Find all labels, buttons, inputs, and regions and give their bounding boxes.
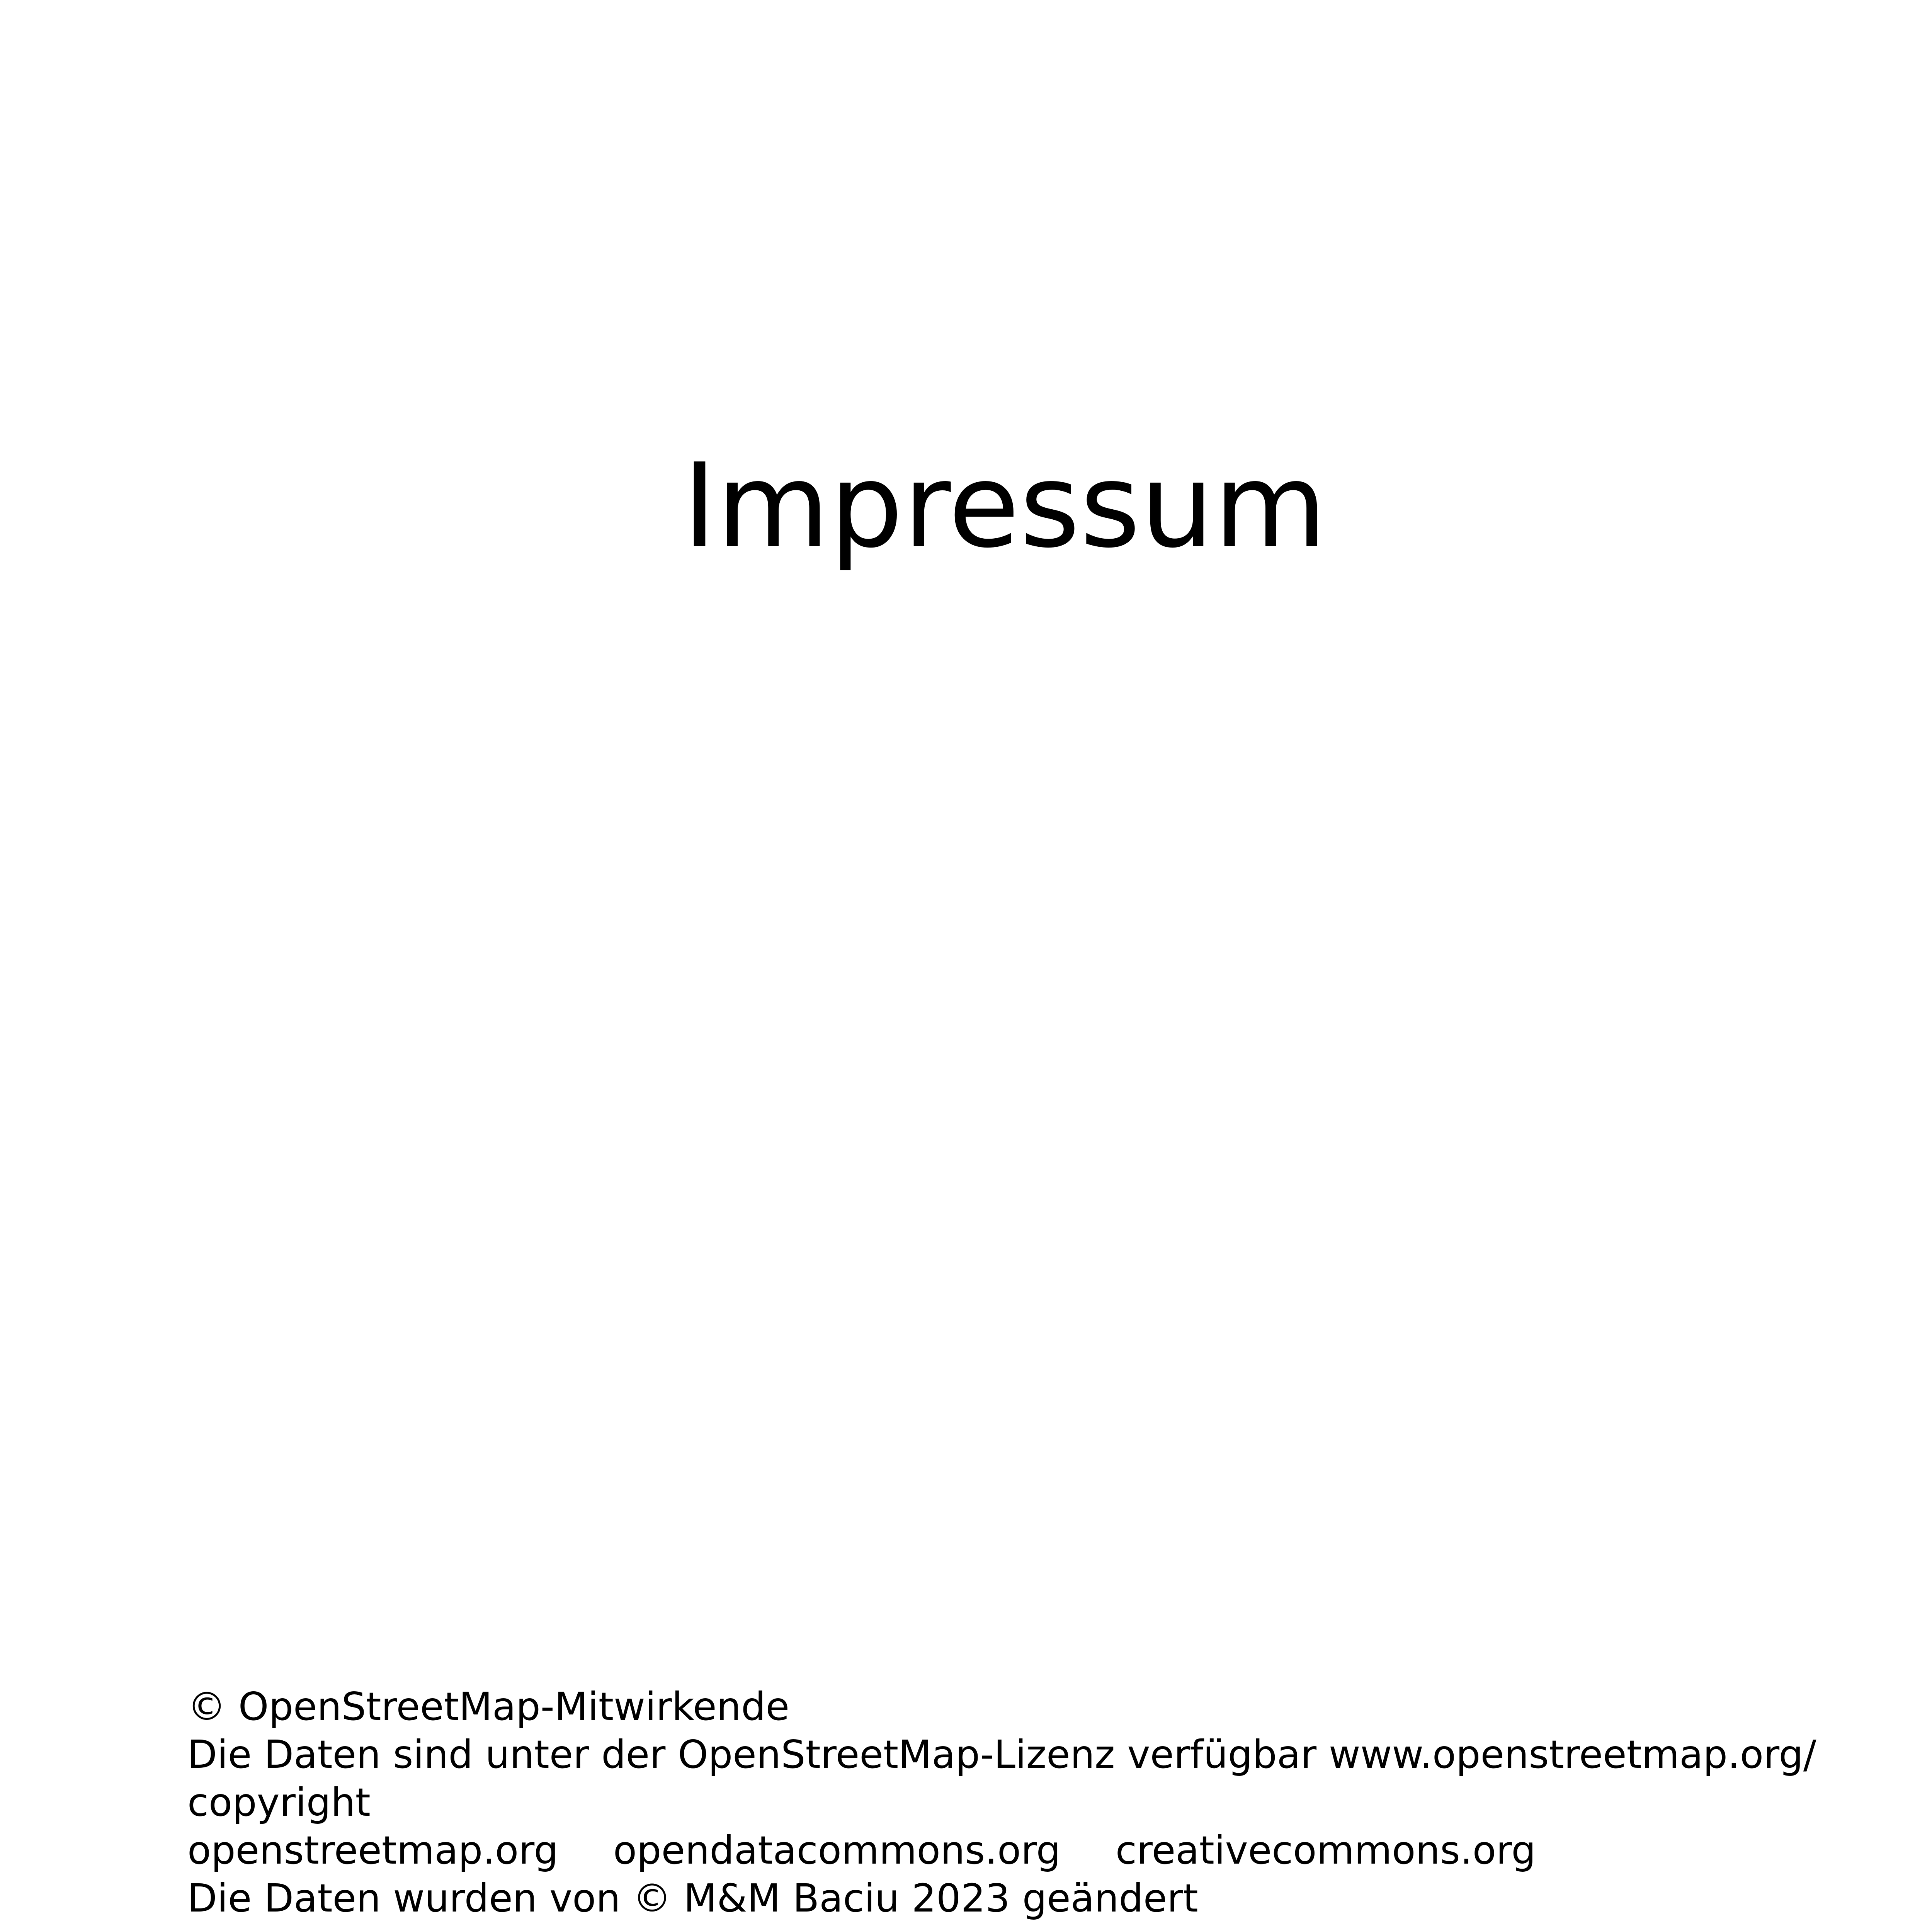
- link-openstreetmap[interactable]: openstreetmap.org: [187, 1828, 559, 1873]
- osm-license-line-1: Die Daten sind unter der OpenStreetMap-Lizenz verfügbar www.openstreetmap.org/: [187, 1732, 1816, 1777]
- osm-attribution: [187, 1683, 1857, 1922]
- osm-links: [187, 1827, 1857, 1874]
- link-creativecommons[interactable]: creativecommons.org: [1115, 1828, 1536, 1873]
- link-opendatacommons[interactable]: opendatacommons.org: [613, 1828, 1061, 1873]
- osm-contributors: © OpenStreetMap-Mitwirkende: [187, 1684, 790, 1729]
- page-title: Impressum: [682, 439, 1327, 573]
- osm-modified-notice: Die Daten wurden von © M&M Baciu 2023 geändert: [187, 1876, 1198, 1921]
- osm-license-line-2: copyright: [187, 1780, 371, 1825]
